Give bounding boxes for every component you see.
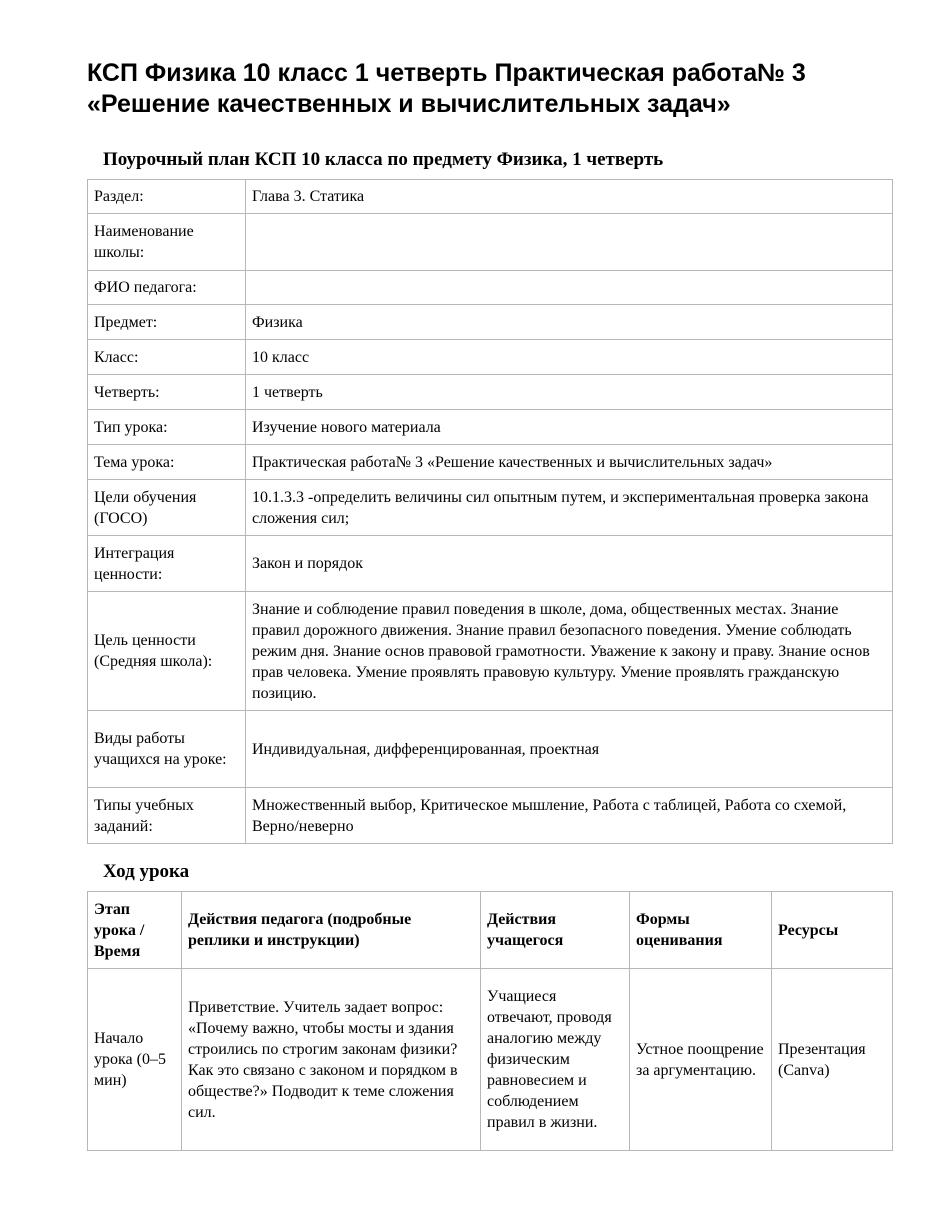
column-header-student-actions: Действия учащегося <box>481 892 630 969</box>
row-label: Виды работы учащихся на уроке: <box>88 711 246 788</box>
table-row <box>88 445 893 480</box>
cell-resources: Презентация (Canva) <box>772 969 893 1151</box>
row-value: 10 класс <box>246 340 893 375</box>
cell-student-actions: Учащиеся отвечают, проводя аналогию между физическим равновесием и соблюдением правил в жизни. <box>481 969 630 1151</box>
table-row <box>88 711 893 788</box>
row-value: Изучение нового материала <box>246 410 893 445</box>
table-row <box>88 214 893 271</box>
row-label: Цель ценности (Средняя школа): <box>88 592 246 711</box>
row-label: Раздел: <box>88 180 246 214</box>
row-value: Физика <box>246 305 893 340</box>
table-row <box>88 305 893 340</box>
row-value: Индивидуальная, дифференцированная, проектная <box>246 711 893 788</box>
row-label: Типы учебных заданий: <box>88 788 246 844</box>
row-value: Множественный выбор, Критическое мышление, Работа с таблицей, Работа со схемой, Верно/неверно <box>246 788 893 844</box>
cell-stage: Начало урока (0–5 мин) <box>88 969 182 1151</box>
column-header-teacher-actions: Действия педагога (подробные реплики и инструкции) <box>182 892 481 969</box>
row-label: Наименование школы: <box>88 214 246 271</box>
row-value: Практическая работа№ 3 «Решение качественных и вычислительных задач» <box>246 445 893 480</box>
cell-teacher-actions: Приветствие. Учитель задает вопрос: «Почему важно, чтобы мосты и здания строились по строгим законам физики? Как это связано с законом и порядком в обществе?» Подводит к теме сложения сил. <box>182 969 481 1151</box>
table-row <box>88 410 893 445</box>
row-label: Цели обучения (ГОСО) <box>88 480 246 536</box>
row-label: Четверть: <box>88 375 246 410</box>
lesson-heading: Ход урока <box>103 861 190 882</box>
table-row <box>88 180 893 214</box>
table-row <box>88 375 893 410</box>
row-value: Закон и порядок <box>246 536 893 592</box>
row-value: Знание и соблюдение правил поведения в школе, дома, общественных местах. Знание правил дорожного движения. Знание правил безопасного поведения. Умение соблюдать режим дня. Знание основ правовой грамотности. Уважение к закону и праву. Знание основ прав человека. Умение проявлять правовую культуру. Умение проявлять гражданскую позицию. <box>246 592 893 711</box>
row-label: Тип урока: <box>88 410 246 445</box>
lesson-info-table <box>87 179 893 844</box>
document-title: КСП Физика 10 класс 1 четверть Практическая работа№ 3 «Решение качественных и вычислительных задач» <box>87 59 806 118</box>
row-label: Интеграция ценности: <box>88 536 246 592</box>
row-label: Тема урока: <box>88 445 246 480</box>
lesson-flow-table <box>87 891 893 1151</box>
row-label: Предмет: <box>88 305 246 340</box>
row-label: ФИО педагога: <box>88 271 246 305</box>
table-row <box>88 340 893 375</box>
cell-assessment: Устное поощрение за аргументацию. <box>630 969 772 1151</box>
table-row <box>88 788 893 844</box>
row-value <box>246 271 893 305</box>
row-value: 10.1.3.3 -определить величины сил опытным путем, и экспериментальная проверка закона сложения сил; <box>246 480 893 536</box>
table-row <box>88 592 893 711</box>
table-row <box>88 480 893 536</box>
column-header-assessment: Формы оценивания <box>630 892 772 969</box>
column-header-resources: Ресурсы <box>772 892 893 969</box>
table-row <box>88 536 893 592</box>
column-header-stage: Этап урока / Время <box>88 892 182 969</box>
table-row <box>88 969 893 1151</box>
table-header-row <box>88 892 893 969</box>
table-row <box>88 271 893 305</box>
row-value: Глава 3. Статика <box>246 180 893 214</box>
row-value <box>246 214 893 271</box>
plan-heading: Поурочный план КСП 10 класса по предмету Физика, 1 четверть <box>103 149 664 170</box>
row-label: Класс: <box>88 340 246 375</box>
row-value: 1 четверть <box>246 375 893 410</box>
